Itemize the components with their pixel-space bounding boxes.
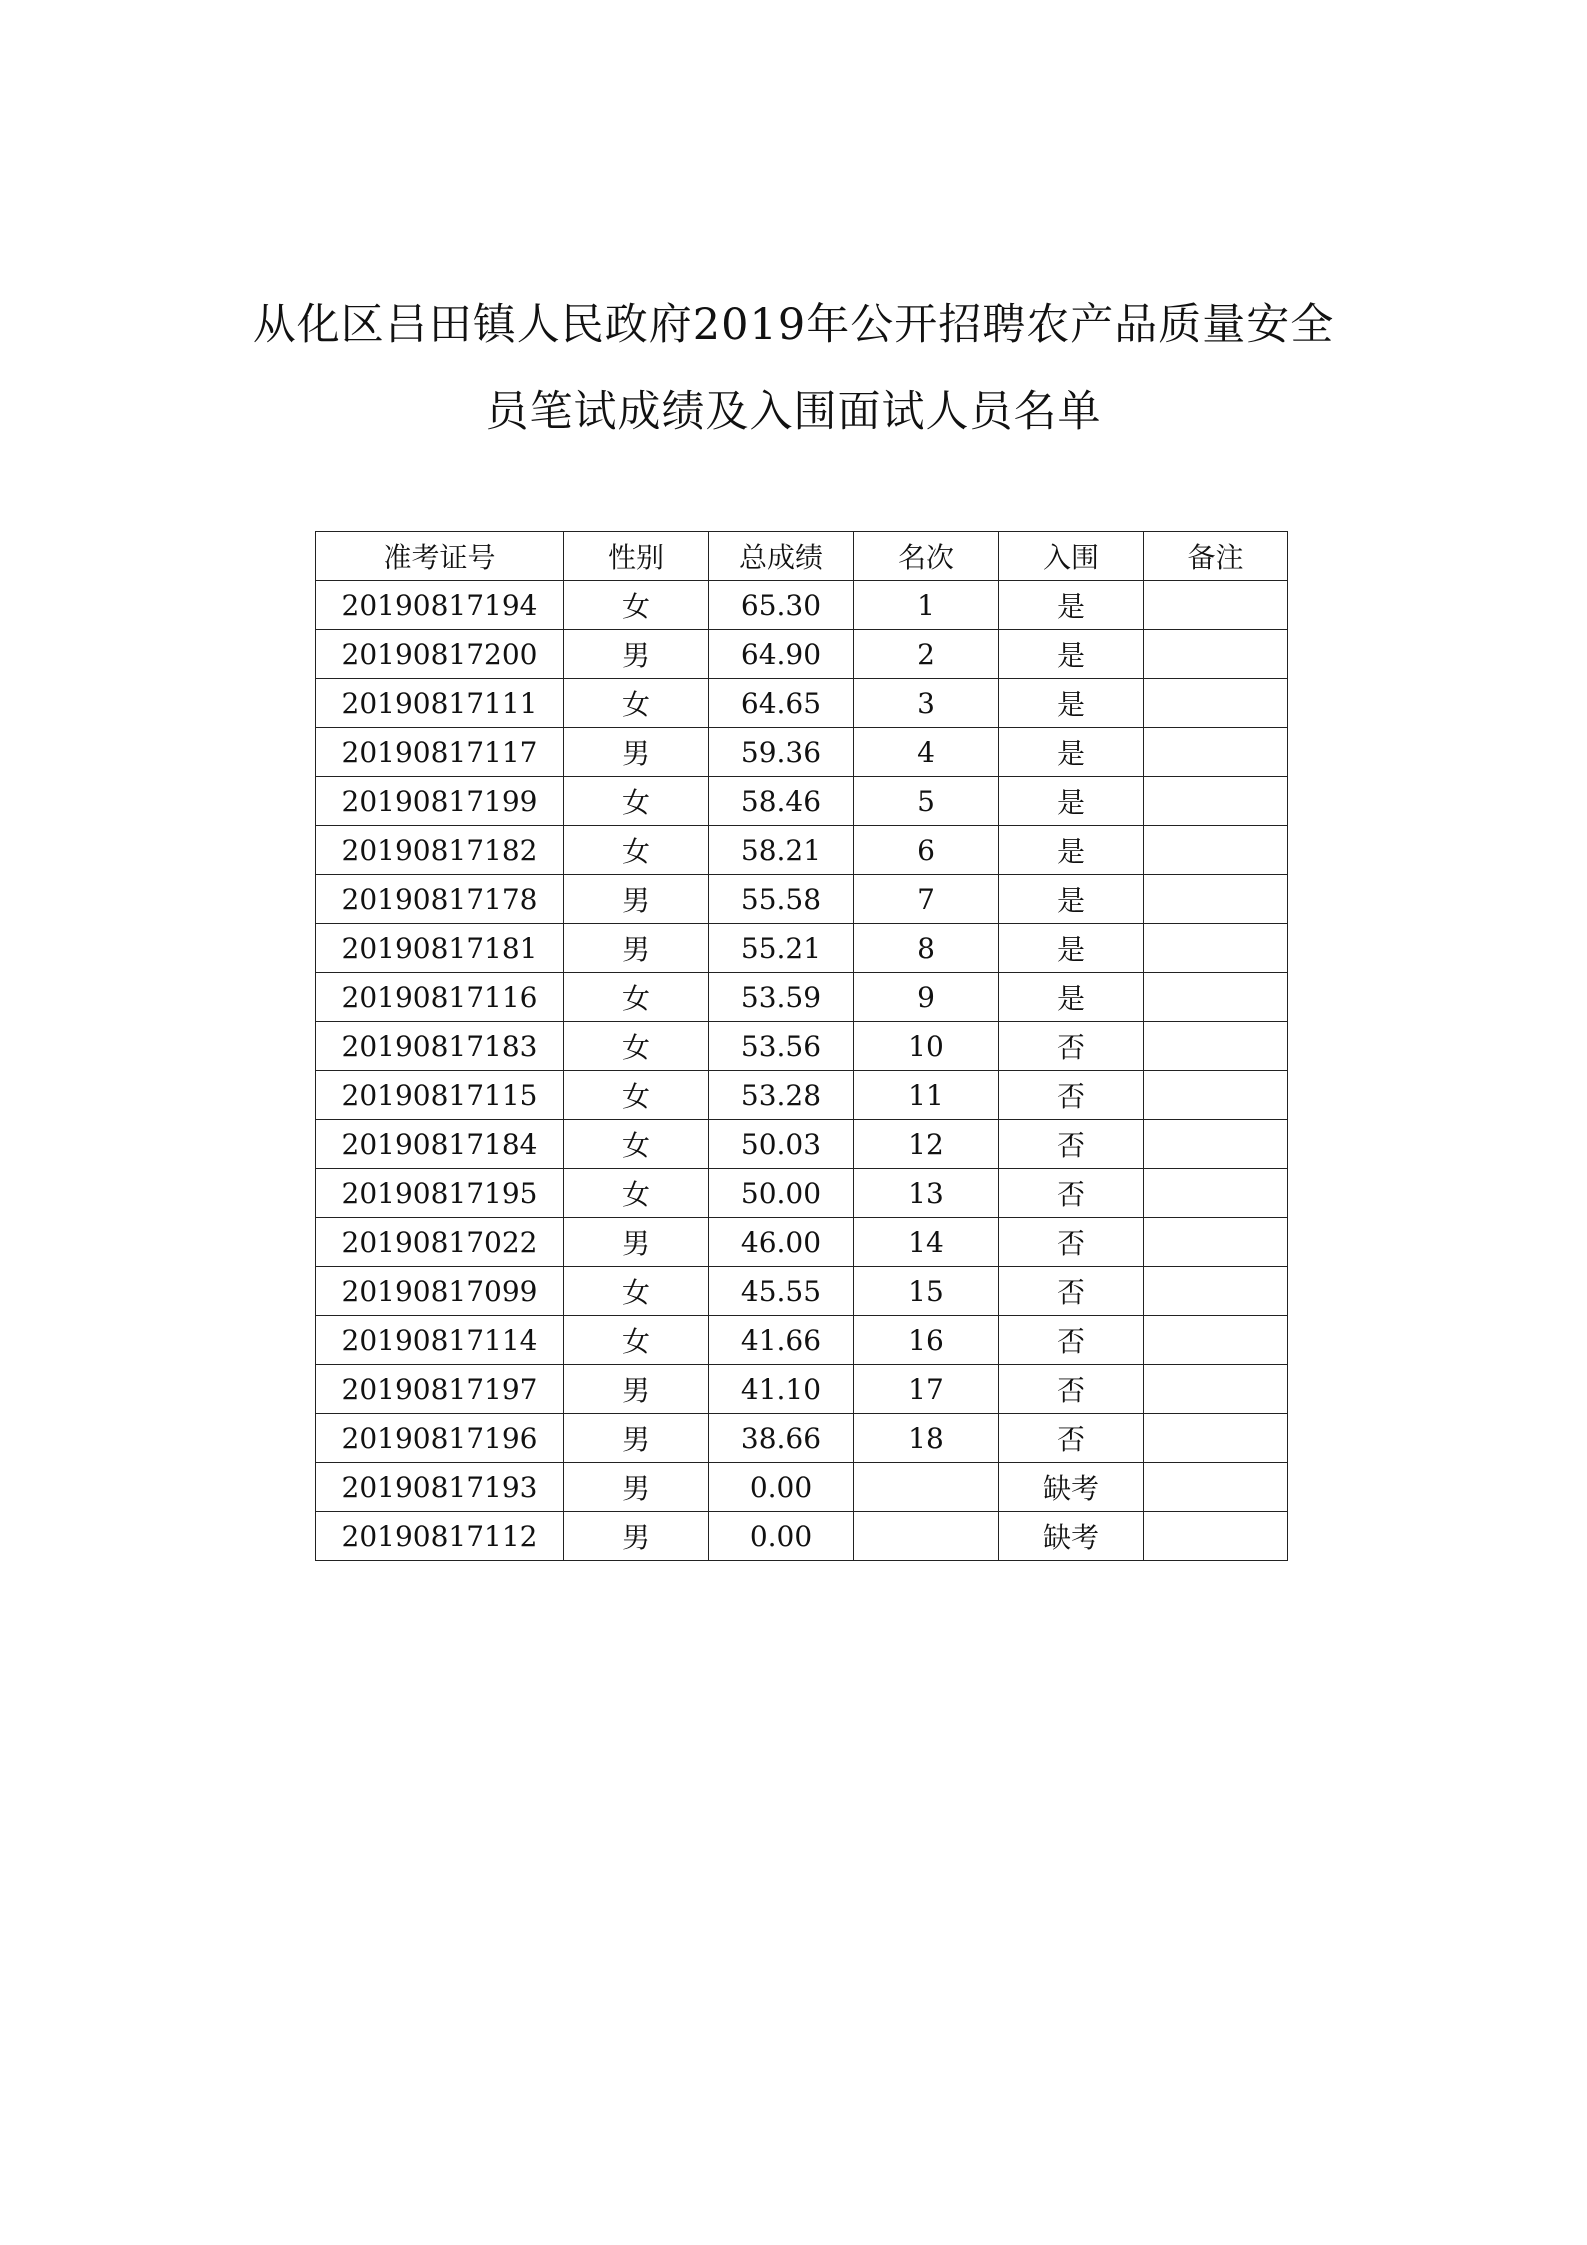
rank-cell: 7 (854, 875, 999, 924)
header-rank: 名次 (854, 532, 999, 581)
exam-number-cell: 20190817099 (316, 1267, 564, 1316)
exam-number-cell: 20190817197 (316, 1365, 564, 1414)
table-row (316, 728, 1288, 777)
shortlisted-cell: 缺考 (999, 1512, 1144, 1561)
gender-cell: 女 (564, 973, 709, 1022)
total-score-cell: 59.36 (709, 728, 854, 777)
total-score-cell: 53.28 (709, 1071, 854, 1120)
exam-number-cell: 20190817115 (316, 1071, 564, 1120)
gender-cell: 女 (564, 581, 709, 630)
gender-cell: 男 (564, 1218, 709, 1267)
shortlisted-cell: 是 (999, 679, 1144, 728)
remarks-cell (1144, 581, 1288, 630)
gender-cell: 女 (564, 1120, 709, 1169)
rank-cell: 13 (854, 1169, 999, 1218)
exam-number-cell: 20190817182 (316, 826, 564, 875)
exam-number-cell: 20190817178 (316, 875, 564, 924)
page-title-line-2: 员笔试成绩及入围面试人员名单 (485, 387, 1102, 437)
rank-cell: 14 (854, 1218, 999, 1267)
total-score-cell: 55.58 (709, 875, 854, 924)
rank-cell: 9 (854, 973, 999, 1022)
gender-cell: 女 (564, 826, 709, 875)
table-row (316, 1365, 1288, 1414)
exam-number-cell: 20190817193 (316, 1463, 564, 1512)
gender-cell: 女 (564, 679, 709, 728)
table-row (316, 1071, 1288, 1120)
total-score-cell: 58.21 (709, 826, 854, 875)
remarks-cell (1144, 1365, 1288, 1414)
remarks-cell (1144, 1316, 1288, 1365)
exam-number-cell: 20190817195 (316, 1169, 564, 1218)
table-row (316, 679, 1288, 728)
table-row (316, 777, 1288, 826)
total-score-cell: 64.90 (709, 630, 854, 679)
total-score-cell: 38.66 (709, 1414, 854, 1463)
gender-cell: 女 (564, 1071, 709, 1120)
shortlisted-cell: 是 (999, 728, 1144, 777)
table-row (316, 1512, 1288, 1561)
shortlisted-cell: 否 (999, 1316, 1144, 1365)
total-score-cell: 64.65 (709, 679, 854, 728)
exam-number-cell: 20190817184 (316, 1120, 564, 1169)
total-score-cell: 53.59 (709, 973, 854, 1022)
total-score-cell: 0.00 (709, 1463, 854, 1512)
table-row (316, 1316, 1288, 1365)
gender-cell: 女 (564, 1267, 709, 1316)
table-row (316, 1267, 1288, 1316)
exam-number-cell: 20190817194 (316, 581, 564, 630)
total-score-cell: 55.21 (709, 924, 854, 973)
shortlisted-cell: 否 (999, 1022, 1144, 1071)
rank-cell (854, 1512, 999, 1561)
table-row (316, 630, 1288, 679)
shortlisted-cell: 是 (999, 777, 1144, 826)
rank-cell: 1 (854, 581, 999, 630)
exam-number-cell: 20190817181 (316, 924, 564, 973)
table-row (316, 581, 1288, 630)
exam-number-cell: 20190817199 (316, 777, 564, 826)
header-remarks: 备注 (1144, 532, 1288, 581)
table-row (316, 875, 1288, 924)
table-row (316, 1120, 1288, 1169)
total-score-cell: 41.66 (709, 1316, 854, 1365)
remarks-cell (1144, 875, 1288, 924)
shortlisted-cell: 否 (999, 1120, 1144, 1169)
remarks-cell (1144, 826, 1288, 875)
shortlisted-cell: 否 (999, 1169, 1144, 1218)
table-row (316, 1218, 1288, 1267)
remarks-cell (1144, 1071, 1288, 1120)
total-score-cell: 45.55 (709, 1267, 854, 1316)
total-score-cell: 46.00 (709, 1218, 854, 1267)
table-row (316, 1463, 1288, 1512)
remarks-cell (1144, 973, 1288, 1022)
rank-cell: 15 (854, 1267, 999, 1316)
remarks-cell (1144, 777, 1288, 826)
remarks-cell (1144, 924, 1288, 973)
shortlisted-cell: 否 (999, 1218, 1144, 1267)
shortlisted-cell: 是 (999, 630, 1144, 679)
shortlisted-cell: 否 (999, 1071, 1144, 1120)
gender-cell: 女 (564, 777, 709, 826)
gender-cell: 男 (564, 728, 709, 777)
results-table-header (316, 532, 1288, 581)
rank-cell: 10 (854, 1022, 999, 1071)
rank-cell: 3 (854, 679, 999, 728)
header-shortlisted: 入围 (999, 532, 1144, 581)
header-gender: 性别 (564, 532, 709, 581)
shortlisted-cell: 是 (999, 924, 1144, 973)
total-score-cell: 53.56 (709, 1022, 854, 1071)
shortlisted-cell: 是 (999, 875, 1144, 924)
remarks-cell (1144, 1218, 1288, 1267)
remarks-cell (1144, 728, 1288, 777)
header-exam-number: 准考证号 (316, 532, 564, 581)
rank-cell (854, 1463, 999, 1512)
shortlisted-cell: 否 (999, 1267, 1144, 1316)
rank-cell: 18 (854, 1414, 999, 1463)
gender-cell: 女 (564, 1169, 709, 1218)
exam-number-cell: 20190817183 (316, 1022, 564, 1071)
exam-number-cell: 20190817022 (316, 1218, 564, 1267)
shortlisted-cell: 否 (999, 1365, 1144, 1414)
gender-cell: 男 (564, 1365, 709, 1414)
remarks-cell (1144, 1022, 1288, 1071)
total-score-cell: 50.03 (709, 1120, 854, 1169)
remarks-cell (1144, 630, 1288, 679)
total-score-cell: 58.46 (709, 777, 854, 826)
table-row (316, 1414, 1288, 1463)
rank-cell: 12 (854, 1120, 999, 1169)
results-table-body (316, 581, 1288, 1561)
rank-cell: 5 (854, 777, 999, 826)
gender-cell: 男 (564, 1463, 709, 1512)
rank-cell: 6 (854, 826, 999, 875)
gender-cell: 男 (564, 924, 709, 973)
total-score-cell: 41.10 (709, 1365, 854, 1414)
remarks-cell (1144, 1463, 1288, 1512)
rank-cell: 16 (854, 1316, 999, 1365)
exam-number-cell: 20190817117 (316, 728, 564, 777)
shortlisted-cell: 缺考 (999, 1463, 1144, 1512)
remarks-cell (1144, 679, 1288, 728)
remarks-cell (1144, 1169, 1288, 1218)
table-row (316, 1169, 1288, 1218)
header-row (316, 532, 1288, 581)
shortlisted-cell: 否 (999, 1414, 1144, 1463)
gender-cell: 女 (564, 1022, 709, 1071)
rank-cell: 17 (854, 1365, 999, 1414)
gender-cell: 男 (564, 630, 709, 679)
header-total-score: 总成绩 (709, 532, 854, 581)
shortlisted-cell: 是 (999, 581, 1144, 630)
remarks-cell (1144, 1512, 1288, 1561)
exam-number-cell: 20190817116 (316, 973, 564, 1022)
table-row (316, 826, 1288, 875)
remarks-cell (1144, 1414, 1288, 1463)
exam-number-cell: 20190817200 (316, 630, 564, 679)
total-score-cell: 0.00 (709, 1512, 854, 1561)
shortlisted-cell: 是 (999, 973, 1144, 1022)
table-row (316, 973, 1288, 1022)
rank-cell: 11 (854, 1071, 999, 1120)
exam-number-cell: 20190817112 (316, 1512, 564, 1561)
results-table (315, 531, 1288, 1561)
exam-number-cell: 20190817111 (316, 679, 564, 728)
table-row (316, 1022, 1288, 1071)
gender-cell: 男 (564, 1414, 709, 1463)
shortlisted-cell: 是 (999, 826, 1144, 875)
rank-cell: 8 (854, 924, 999, 973)
table-row (316, 924, 1288, 973)
gender-cell: 男 (564, 1512, 709, 1561)
exam-number-cell: 20190817196 (316, 1414, 564, 1463)
remarks-cell (1144, 1267, 1288, 1316)
total-score-cell: 50.00 (709, 1169, 854, 1218)
rank-cell: 4 (854, 728, 999, 777)
exam-number-cell: 20190817114 (316, 1316, 564, 1365)
gender-cell: 男 (564, 875, 709, 924)
total-score-cell: 65.30 (709, 581, 854, 630)
rank-cell: 2 (854, 630, 999, 679)
page-title-line-1: 从化区吕田镇人民政府2019年公开招聘农产品质量安全 (252, 300, 1335, 350)
remarks-cell (1144, 1120, 1288, 1169)
gender-cell: 女 (564, 1316, 709, 1365)
